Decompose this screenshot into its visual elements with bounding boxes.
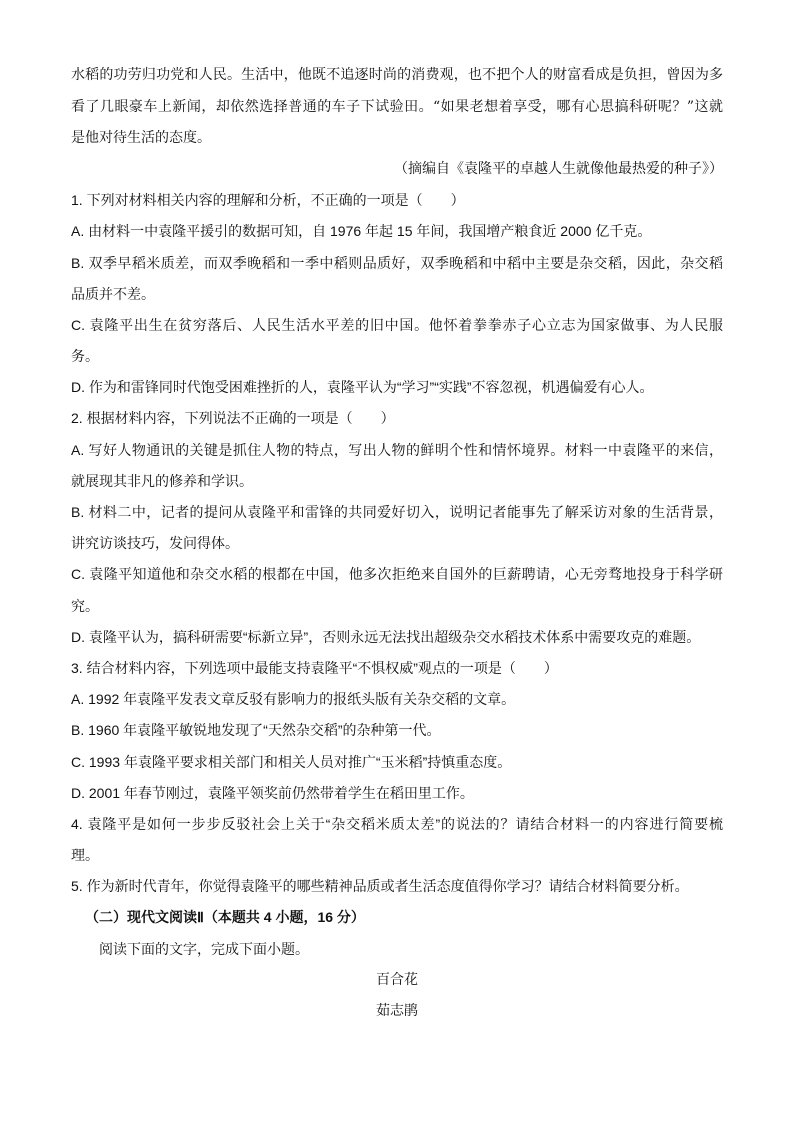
question-1-stem: 1. 下列对材料相关内容的理解和分析，不正确的一项是（ ） — [71, 192, 465, 209]
option-text-line: B. 双季早稻米质差，而双季晚稻和一季中稻则品质好，双季晚稻和中稻中主要是杂交稻，因此，杂交稻 — [71, 254, 723, 271]
question-3 — [71, 653, 723, 809]
question-2-option-a — [71, 435, 723, 497]
question-2-option-d — [71, 622, 723, 653]
passage-excerpt — [71, 60, 723, 185]
option-text-line: B. 1960 年袁隆平敏锐地发现了“天然杂交稻”的杂种第一代。 — [71, 722, 441, 739]
page-content — [71, 60, 723, 1027]
option-text-line: C. 1993 年袁隆平要求相关部门和相关人员对推广“玉米稻”持慎重态度。 — [71, 753, 512, 770]
option-text-line: B. 材料二中，记者的提问从袁隆平和雷锋的共同爱好切入，说明记者能事先了解采访对象的生活背景， — [71, 504, 723, 521]
question-5-stem: 5. 作为新时代青年，你觉得袁隆平的哪些精神品质或者生活态度值得你学习？请结合材料简要分析。 — [71, 878, 689, 895]
passage-line: 看了几眼豪车上新闻，却依然选择普通的车子下试验田。“如果老想着享受，哪有心思搞科研呢？”这就 — [71, 98, 723, 115]
question-2 — [71, 403, 723, 653]
option-text-line: D. 作为和雷锋同时代饱受困难挫折的人，袁隆平认为“学习”“实践”不容忽视，机遇偏爱有心人。 — [71, 379, 654, 396]
option-text-line: D. 袁隆平认为，搞科研需要“标新立异”，否则永远无法找出超级杂交水稻技术体系中需要攻克的难题。 — [71, 628, 701, 645]
option-text-line: A. 写好人物通讯的关键是抓住人物的特点，写出人物的鲜明个性和情怀境界。材料一中袁隆平的来信， — [71, 441, 723, 458]
source-citation: （摘编自《袁隆平的卓越人生就像他最热爱的种子》） — [394, 160, 723, 177]
question-4 — [71, 809, 723, 871]
option-text-line: 品质并不差。 — [71, 285, 155, 302]
question-1 — [71, 185, 723, 403]
option-text-line: 就展现其非凡的修养和学识。 — [71, 472, 253, 489]
option-text-line: 讲究访谈技巧，发问得体。 — [71, 535, 239, 552]
option-text-line: C. 袁隆平知道他和杂交水稻的根都在中国，他多次拒绝来自国外的巨薪聘请，心无旁骛地投身于科学研 — [71, 566, 723, 583]
option-text-line: 务。 — [71, 348, 99, 365]
reading-title: 百合花 — [376, 971, 418, 988]
question-1-option-c — [71, 310, 723, 372]
reading-author: 茹志鹃 — [376, 1003, 418, 1020]
option-text-line: D. 2001 年春节刚过，袁隆平领奖前仍然带着学生在稻田里工作。 — [71, 784, 474, 801]
question-3-option-a — [71, 684, 723, 715]
passage-line: 水稻的功劳归功党和人民。生活中，他既不追逐时尚的消费观，也不把个人的财富看成是负担，曾因为多 — [71, 67, 723, 84]
question-2-option-b — [71, 497, 723, 559]
option-text-line: A. 由材料一中袁隆平援引的数据可知，自 1976 年起 15 年间，我国增产粮食近 2000 亿千克。 — [71, 223, 652, 240]
option-text-line: A. 1992 年袁隆平发表文章反驳有影响力的报纸头版有关杂交稻的文章。 — [71, 691, 516, 708]
question-2-option-c — [71, 559, 723, 621]
question-2-stem: 2. 根据材料内容，下列说法不正确的一项是（ ） — [71, 410, 395, 427]
question-1-option-d — [71, 372, 723, 403]
question-1-option-a — [71, 216, 723, 247]
question-3-option-d — [71, 778, 723, 809]
question-5 — [71, 871, 723, 902]
question-1-option-b — [71, 248, 723, 310]
question-3-option-c — [71, 747, 723, 778]
question-3-option-b — [71, 715, 723, 746]
section-instruction: 阅读下面的文字，完成下面小题。 — [99, 940, 309, 957]
question-3-stem: 3. 结合材料内容，下列选项中最能支持袁隆平“不惧权威”观点的一项是（ ） — [71, 659, 558, 676]
option-text-line: C. 袁隆平出生在贫穷落后、人民生活水平差的旧中国。他怀着拳拳赤子心立志为国家做事、为人民服 — [71, 316, 723, 333]
section-heading: （二）现代文阅读Ⅱ（本题共 4 小题，16 分） — [85, 909, 365, 926]
question-4-stem: 4. 袁隆平是如何一步步反驳社会上关于“杂交稻米质太差”的说法的？请结合材料一的内容进行简要梳 — [71, 815, 723, 832]
passage-line: 是他对待生活的态度。 — [71, 129, 211, 146]
option-text-line: 究。 — [71, 597, 99, 614]
question-4-stem: 理。 — [71, 847, 99, 864]
